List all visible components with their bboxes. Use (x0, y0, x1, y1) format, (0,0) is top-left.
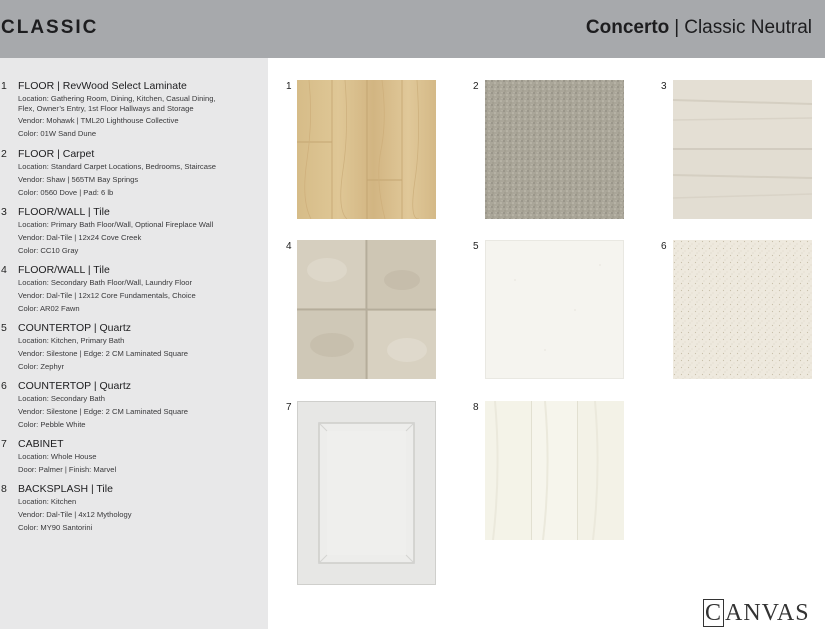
laminate-wood-swatch-icon (297, 80, 436, 219)
selection-number: 3 (1, 206, 7, 218)
logo-initial: C (705, 600, 723, 626)
selection-title: COUNTERTOP | Quartz (18, 380, 132, 392)
selection-detail: Color: AR02 Fawn (18, 304, 80, 313)
selection-detail: Color: 01W Sand Dune (18, 129, 97, 138)
selection-title: COUNTERTOP | Quartz (18, 322, 132, 334)
selection-title: FLOOR/WALL | Tile (18, 206, 110, 218)
selection-detail: Vendor: Dal-Tile | 12x24 Cove Creek (18, 233, 142, 242)
swatch-number: 1 (286, 81, 292, 92)
selection-detail: Location: Standard Carpet Locations, Bedrooms, Staircase (18, 162, 216, 171)
selection-detail: Location: Gathering Room, Dining, Kitchen, Casual Dining, (18, 94, 216, 103)
selection-number: 2 (1, 148, 7, 160)
collection-title (586, 17, 812, 39)
canvas-logo (703, 600, 810, 627)
selection-detail: Color: Pebble White (18, 420, 86, 429)
swatch-number: 3 (661, 81, 667, 92)
cabinet-door-swatch-icon (297, 401, 436, 585)
collection-style: Classic Neutral (684, 17, 812, 38)
selection-title: CABINET (18, 438, 64, 450)
cove-creek-tile-swatch-icon (673, 80, 812, 219)
selection-detail: Door: Palmer | Finish: Marvel (18, 465, 117, 474)
selection-number: 5 (1, 322, 7, 334)
swatch-number: 7 (286, 402, 292, 413)
selection-detail: Location: Whole House (18, 452, 97, 461)
selection-title: BACKSPLASH | Tile (18, 483, 113, 495)
carpet-swatch-icon (485, 80, 624, 219)
swatch-number: 2 (473, 81, 479, 92)
selection-title: FLOOR | Carpet (18, 148, 95, 160)
selection-detail: Vendor: Mohawk | TML20 Lighthouse Collective (18, 116, 179, 125)
selection-detail: Location: Kitchen, Primary Bath (18, 336, 125, 345)
selection-detail: Vendor: Shaw | 565TM Bay Springs (18, 175, 139, 184)
logo-text: ANVAS (725, 600, 810, 626)
swatch-number: 4 (286, 241, 292, 252)
selection-detail: Vendor: Silestone | Edge: 2 CM Laminated Square (18, 349, 188, 358)
pebble-white-quartz-swatch-icon (673, 240, 812, 379)
selection-detail: Color: MY90 Santorini (18, 523, 93, 532)
zephyr-quartz-swatch-icon (485, 240, 624, 379)
selection-number: 8 (1, 483, 7, 495)
selection-detail: Location: Secondary Bath Floor/Wall, Laundry Floor (18, 278, 193, 287)
selection-detail: Vendor: Dal-Tile | 4x12 Mythology (18, 510, 132, 519)
selection-title: FLOOR/WALL | Tile (18, 264, 110, 276)
swatch-number: 6 (661, 241, 667, 252)
selection-detail: Vendor: Dal-Tile | 12x12 Core Fundamentals, Choice (18, 291, 196, 300)
selection-detail: Location: Kitchen (18, 497, 77, 506)
selection-detail: Color: 0560 Dove | Pad: 6 lb (18, 188, 114, 197)
selection-detail: Vendor: Silestone | Edge: 2 CM Laminated Square (18, 407, 188, 416)
selection-title: FLOOR | RevWood Select Laminate (18, 80, 187, 92)
brand-title: CLASSIC (1, 17, 99, 38)
selection-detail: Location: Primary Bath Floor/Wall, Optional Fireplace Wall (18, 220, 214, 229)
swatch-number: 5 (473, 241, 479, 252)
selection-number: 4 (1, 264, 7, 276)
selection-detail: Flex, Owner’s Entry, 1st Floor Hallways and Storage (18, 104, 194, 113)
header-bar (0, 0, 825, 58)
selection-number: 1 (1, 80, 7, 92)
selection-list (0, 58, 268, 629)
travertine-tile-swatch-icon (297, 240, 436, 379)
collection-name: Concerto (585, 17, 670, 38)
swatch-number: 8 (473, 402, 479, 413)
selection-detail: Color: Zephyr (18, 362, 65, 371)
selection-number: 6 (1, 380, 7, 392)
selection-detail: Location: Secondary Bath (18, 394, 105, 403)
title-separator: | (674, 17, 680, 38)
selection-number: 7 (1, 438, 7, 450)
selection-detail: Color: CC10 Gray (18, 246, 79, 255)
subway-tile-swatch-icon (485, 401, 624, 540)
